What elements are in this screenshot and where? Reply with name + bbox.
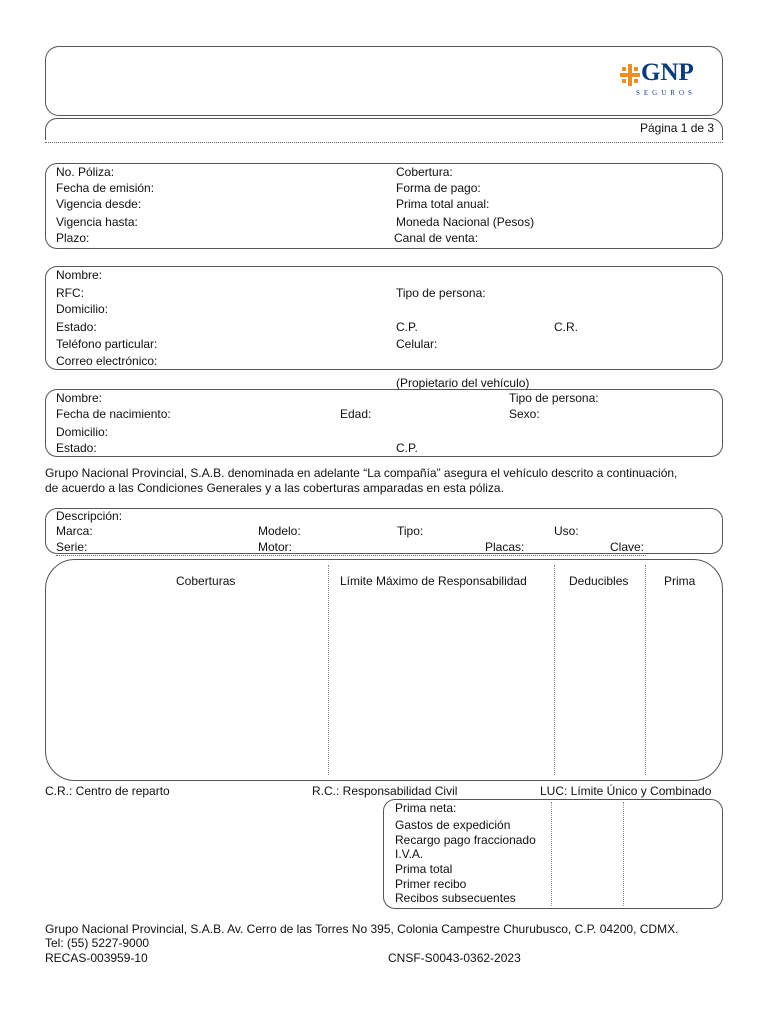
footer-tel: Tel: (55) 5227-9000 — [45, 936, 150, 950]
footer-address: Grupo Nacional Provincial, S.A.B. Av. Cerro de las Torres No 395, Colonia Campestre Churubusco, C.P. 04200, CDMX. — [45, 922, 679, 936]
statement-line-2: de acuerdo a las Condiciones Generales y a las coberturas amparadas en esta póliza. — [45, 481, 504, 495]
owner-domicilio-label: Domicilio: — [56, 425, 109, 439]
moneda-label: Moneda Nacional (Pesos) — [396, 215, 535, 229]
coverage-col-divider-3 — [645, 565, 646, 775]
totals-primer-recibo: Primer recibo — [395, 877, 467, 891]
vigencia-hasta-label: Vigencia hasta: — [56, 215, 138, 229]
owner-cp-label: C.P. — [396, 441, 418, 455]
vehicle-clave-label: Clave: — [610, 540, 645, 554]
owner-estado-label: Estado: — [56, 441, 97, 455]
owner-edad-label: Edad: — [340, 407, 372, 421]
coverage-header-limite: Límite Máximo de Responsabilidad — [340, 574, 527, 588]
vehicle-modelo-label: Modelo: — [258, 524, 301, 538]
vehicle-placas-label: Placas: — [485, 540, 525, 554]
insured-celular-label: Celular: — [396, 337, 438, 351]
insured-cp-label: C.P. — [396, 320, 418, 334]
insured-tipo-persona-label: Tipo de persona: — [396, 286, 486, 300]
vehicle-marca-label: Marca: — [56, 524, 93, 538]
totals-gastos-expedicion: Gastos de expedición — [395, 818, 511, 832]
vehicle-uso-label: Uso: — [554, 524, 579, 538]
coverage-header-prima: Prima — [664, 574, 696, 588]
insured-domicilio-label: Domicilio: — [56, 302, 109, 316]
insured-estado-label: Estado: — [56, 320, 97, 334]
no-poliza-label: No. Póliza: — [56, 165, 115, 179]
owner-box — [45, 389, 723, 457]
vehicle-serie-label: Serie: — [56, 540, 88, 554]
forma-pago-label: Forma de pago: — [396, 181, 481, 195]
vehicle-descripcion-label: Descripción: — [56, 509, 123, 523]
coverage-col-divider-1 — [328, 565, 329, 775]
coverage-header-deducibles: Deducibles — [569, 574, 629, 588]
totals-prima-neta: Prima neta: — [395, 801, 457, 815]
owner-nombre-label: Nombre: — [56, 391, 103, 405]
owner-fecha-nacimiento-label: Fecha de nacimiento: — [56, 407, 171, 421]
totals-prima-total: Prima total — [395, 862, 453, 876]
footer-cnsf: CNSF-S0043-0362-2023 — [388, 951, 521, 965]
cobertura-label: Cobertura: — [396, 165, 453, 179]
totals-col-divider-1 — [551, 802, 552, 906]
canal-venta-label: Canal de venta: — [394, 231, 479, 245]
owner-tipo-persona-label: Tipo de persona: — [509, 391, 599, 405]
insured-telefono-label: Teléfono particular: — [56, 337, 158, 351]
statement-line-1: Grupo Nacional Provincial, S.A.B. denominada en adelante “La compañía” asegura el vehículo descrito a continuación, — [45, 466, 678, 480]
gnp-flower-icon — [620, 64, 640, 86]
insured-cr-label: C.R. — [554, 320, 578, 334]
page-tab — [45, 118, 723, 140]
legend-luc: LUC: Límite Único y Combinado — [540, 784, 712, 798]
coverage-header-coberturas: Coberturas — [176, 574, 236, 588]
logo-subtext: SEGUROS — [636, 89, 696, 97]
totals-col-divider-2 — [623, 802, 624, 906]
prima-total-anual-label: Prima total anual: — [396, 197, 490, 211]
totals-recargo: Recargo pago fraccionado — [395, 833, 536, 847]
policy-box — [45, 163, 723, 249]
footer-recas: RECAS-003959-10 — [45, 951, 148, 965]
coverage-col-divider-2 — [554, 565, 555, 775]
vehicle-underline — [56, 555, 646, 556]
fecha-emision-label: Fecha de emisión: — [56, 181, 155, 195]
plazo-label: Plazo: — [56, 231, 90, 245]
legend-cr: C.R.: Centro de reparto — [45, 784, 170, 798]
insured-nombre-label: Nombre: — [56, 268, 103, 282]
totals-iva: I.V.A. — [395, 847, 424, 861]
vehicle-tipo-label: Tipo: — [397, 524, 424, 538]
logo-text: GNP — [641, 59, 694, 86]
vigencia-desde-label: Vigencia desde: — [56, 197, 142, 211]
insured-correo-label: Correo electrónico: — [56, 354, 158, 368]
owner-sexo-label: Sexo: — [509, 407, 540, 421]
coverage-table — [45, 559, 723, 781]
gnp-logo — [620, 59, 710, 102]
insured-rfc-label: RFC: — [56, 286, 84, 300]
owner-caption: (Propietario del vehículo) — [396, 376, 530, 390]
totals-recibos-subsecuentes: Recibos subsecuentes — [395, 891, 516, 905]
legend-rc: R.C.: Responsabilidad Civil — [312, 784, 458, 798]
page-number: Página 1 de 3 — [640, 121, 715, 135]
header-divider — [45, 142, 723, 143]
vehicle-motor-label: Motor: — [258, 540, 293, 554]
